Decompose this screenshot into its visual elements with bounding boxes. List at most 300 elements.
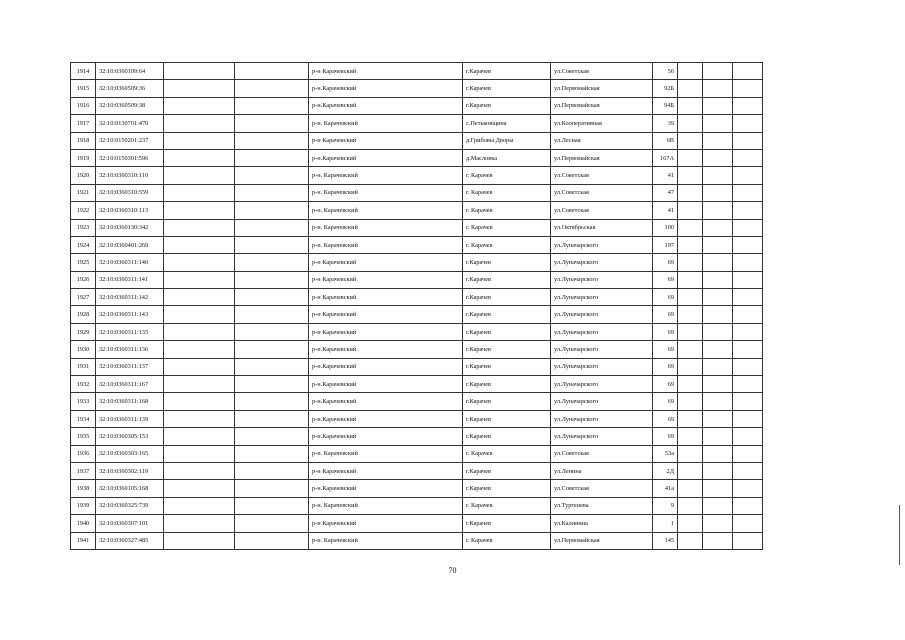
district-cell: р-н.Карачевский [309,393,463,410]
blank-cell-cell [164,289,235,306]
table-row [71,306,763,323]
blank-cell-cell [678,358,703,375]
blank-cell-cell [733,341,763,358]
cadastral-number-cell: 32:10:0150201:237 [96,132,164,149]
cadastral-number-cell: 32:10:0360311:136 [96,341,164,358]
blank-cell-cell [733,63,763,80]
street-cell: ул.Советская [551,480,653,497]
blank-cell-cell [678,515,703,532]
district-cell: р-н. Карачевский [309,236,463,253]
district-cell: р-н. Карачевский [309,497,463,514]
street-cell: ул.Ленина [551,462,653,479]
cadastral-number-cell: 32:10:0360311:167 [96,376,164,393]
blank-cell-cell [235,63,309,80]
house-number-cell: 69 [653,254,678,271]
blank-cell-cell [733,115,763,132]
settlement-cell: г.Карачев [463,63,551,80]
settlement-cell: г.Карачев [463,515,551,532]
row-number-cell: 1919 [71,149,96,166]
blank-cell-cell [678,115,703,132]
blank-cell-cell [164,497,235,514]
house-number-cell: 56 [653,63,678,80]
blank-cell-cell [678,184,703,201]
registry-table-body [71,63,763,550]
cadastral-number-cell: 32:10:0360311:137 [96,358,164,375]
house-number-cell: 69 [653,323,678,340]
blank-cell-cell [235,515,309,532]
blank-cell-cell [733,132,763,149]
table-row [71,480,763,497]
blank-cell-cell [678,132,703,149]
cadastral-number-cell: 32:10:0360401:269 [96,236,164,253]
blank-cell-cell [733,306,763,323]
row-number-cell: 1933 [71,393,96,410]
house-number-cell: 6В [653,132,678,149]
cadastral-number-cell: 32:10:0360305:153 [96,428,164,445]
settlement-cell: г.Карачев [463,393,551,410]
row-number-cell: 1934 [71,410,96,427]
row-number-cell: 1940 [71,515,96,532]
blank-cell-cell [703,497,733,514]
settlement-cell: г.Карачев [463,254,551,271]
blank-cell-cell [733,219,763,236]
cadastral-number-cell: 32:10:0360311:141 [96,271,164,288]
table-row [71,289,763,306]
blank-cell-cell [733,410,763,427]
blank-cell-cell [235,376,309,393]
blank-cell-cell [678,323,703,340]
street-cell: ул.Луначарского [551,376,653,393]
blank-cell-cell [703,376,733,393]
row-number-cell: 1920 [71,167,96,184]
house-number-cell: 69 [653,376,678,393]
blank-cell-cell [678,462,703,479]
blank-cell-cell [164,428,235,445]
house-number-cell: 145 [653,532,678,549]
blank-cell-cell [164,445,235,462]
row-number-cell: 1916 [71,97,96,114]
house-number-cell: 69 [653,410,678,427]
table-row [71,167,763,184]
house-number-cell: 100 [653,219,678,236]
blank-cell-cell [164,515,235,532]
blank-cell-cell [235,358,309,375]
row-number-cell: 1928 [71,306,96,323]
house-number-cell: 92Б [653,80,678,97]
blank-cell-cell [678,341,703,358]
street-cell: ул.Луначарского [551,236,653,253]
settlement-cell: г. Карачев [463,167,551,184]
blank-cell-cell [703,323,733,340]
blank-cell-cell [164,532,235,549]
settlement-cell: г.Карачев [463,462,551,479]
settlement-cell: г.Карачев [463,480,551,497]
blank-cell-cell [678,236,703,253]
blank-cell-cell [235,132,309,149]
blank-cell-cell [703,167,733,184]
row-number-cell: 1925 [71,254,96,271]
settlement-cell: г.Карачев [463,323,551,340]
cadastral-number-cell: 32:10:0360130:342 [96,219,164,236]
street-cell: ул.Октябрьская [551,219,653,236]
street-cell: ул.Луначарского [551,410,653,427]
district-cell: р-н. Карачевский [309,202,463,219]
blank-cell-cell [703,80,733,97]
blank-cell-cell [678,97,703,114]
settlement-cell: г.Карачев [463,289,551,306]
blank-cell-cell [164,80,235,97]
blank-cell-cell [235,254,309,271]
blank-cell-cell [733,202,763,219]
blank-cell-cell [164,358,235,375]
settlement-cell: г. Карачев [463,184,551,201]
blank-cell-cell [235,167,309,184]
cadastral-number-cell: 32:10:0130701:470 [96,115,164,132]
cadastral-number-cell: 32:10:0150301:596 [96,149,164,166]
cadastral-number-cell: 32:10:0360310:113 [96,202,164,219]
table-row [71,393,763,410]
street-cell: ул.Лесная [551,132,653,149]
blank-cell-cell [678,532,703,549]
cadastral-number-cell: 32:10:0360307:101 [96,515,164,532]
blank-cell-cell [733,445,763,462]
blank-cell-cell [164,306,235,323]
blank-cell-cell [235,497,309,514]
row-number-cell: 1935 [71,428,96,445]
blank-cell-cell [235,97,309,114]
district-cell: р-н.Карачевский [309,376,463,393]
blank-cell-cell [703,445,733,462]
blank-cell-cell [678,219,703,236]
cadastral-number-cell: 32:10:0360105:168 [96,480,164,497]
table-row [71,254,763,271]
settlement-cell: г. Карачев [463,236,551,253]
street-cell: ул.Кооперативная [551,115,653,132]
row-number-cell: 1914 [71,63,96,80]
blank-cell-cell [678,271,703,288]
blank-cell-cell [703,480,733,497]
house-number-cell: 69 [653,341,678,358]
table-row [71,445,763,462]
blank-cell-cell [164,393,235,410]
row-number-cell: 1921 [71,184,96,201]
blank-cell-cell [703,532,733,549]
settlement-cell: г.Карачев [463,428,551,445]
district-cell: р-н.Карачевский [309,97,463,114]
blank-cell-cell [235,532,309,549]
row-number-cell: 1917 [71,115,96,132]
row-number-cell: 1938 [71,480,96,497]
street-cell: ул.Луначарского [551,428,653,445]
blank-cell-cell [703,393,733,410]
district-cell: р-н. Карачевский [309,167,463,184]
house-number-cell: 69 [653,358,678,375]
blank-cell-cell [733,515,763,532]
street-cell: ул.Первомайская [551,149,653,166]
house-number-cell: 94Б [653,97,678,114]
row-number-cell: 1939 [71,497,96,514]
table-row [71,532,763,549]
row-number-cell: 1918 [71,132,96,149]
house-number-cell: 69 [653,289,678,306]
settlement-cell: г. Карачев [463,445,551,462]
blank-cell-cell [733,358,763,375]
house-number-cell: 53а [653,445,678,462]
street-cell: ул.Луначарского [551,306,653,323]
blank-cell-cell [164,462,235,479]
blank-cell-cell [164,132,235,149]
blank-cell-cell [733,149,763,166]
blank-cell-cell [733,323,763,340]
cadastral-number-cell: 32:10:0360302:119 [96,462,164,479]
blank-cell-cell [164,184,235,201]
blank-cell-cell [235,115,309,132]
blank-cell-cell [703,341,733,358]
blank-cell-cell [164,115,235,132]
row-number-cell: 1927 [71,289,96,306]
blank-cell-cell [703,202,733,219]
district-cell: р-н.Карачевский [309,358,463,375]
street-cell: ул.Советская [551,445,653,462]
street-cell: ул.Луначарского [551,254,653,271]
blank-cell-cell [235,445,309,462]
table-row [71,271,763,288]
blank-cell-cell [235,202,309,219]
row-number-cell: 1926 [71,271,96,288]
blank-cell-cell [703,254,733,271]
blank-cell-cell [164,167,235,184]
blank-cell-cell [703,462,733,479]
table-row [71,376,763,393]
table-row [71,323,763,340]
district-cell: р-н. Карачевский [309,184,463,201]
cadastral-number-cell: 32:10:0360311:142 [96,289,164,306]
blank-cell-cell [678,63,703,80]
blank-cell-cell [235,480,309,497]
property-registry-table [70,62,763,550]
blank-cell-cell [703,115,733,132]
row-number-cell: 1924 [71,236,96,253]
settlement-cell: д.Масловка [463,149,551,166]
district-cell: р-н Карачевский [309,289,463,306]
cadastral-number-cell: 32:10:0360109:64 [96,63,164,80]
settlement-cell: с.Петьковщина [463,115,551,132]
row-number-cell: 1929 [71,323,96,340]
blank-cell-cell [235,306,309,323]
table-row [71,341,763,358]
settlement-cell: г. Карачев [463,497,551,514]
house-number-cell: 69 [653,271,678,288]
house-number-cell: 41 [653,202,678,219]
cadastral-number-cell: 32:10:0360310:559 [96,184,164,201]
house-number-cell: 167А [653,149,678,166]
table-row [71,358,763,375]
blank-cell-cell [733,428,763,445]
blank-cell-cell [235,428,309,445]
table-row [71,63,763,80]
district-cell: р-н Карачевский [309,323,463,340]
street-cell: ул.Первомайская [551,80,653,97]
street-cell: ул.Луначарского [551,323,653,340]
settlement-cell: г.Карачев [463,97,551,114]
house-number-cell: 39 [653,115,678,132]
blank-cell-cell [164,410,235,427]
table-row [71,97,763,114]
cadastral-number-cell: 32:10:0360303:165 [96,445,164,462]
house-number-cell: 69 [653,306,678,323]
blank-cell-cell [703,428,733,445]
blank-cell-cell [164,236,235,253]
blank-cell-cell [733,393,763,410]
row-number-cell: 1930 [71,341,96,358]
house-number-cell: 69 [653,393,678,410]
cadastral-number-cell: 32:10:0360509:38 [96,97,164,114]
row-number-cell: 1922 [71,202,96,219]
blank-cell-cell [703,219,733,236]
blank-cell-cell [164,271,235,288]
row-number-cell: 1936 [71,445,96,462]
blank-cell-cell [164,97,235,114]
blank-cell-cell [235,289,309,306]
table-row [71,515,763,532]
street-cell: ул.Первомайская [551,97,653,114]
scan-edge-line [899,505,900,565]
district-cell: р-н. Карачевский [309,115,463,132]
blank-cell-cell [164,376,235,393]
house-number-cell: 69 [653,428,678,445]
blank-cell-cell [703,289,733,306]
table-row [71,236,763,253]
blank-cell-cell [235,236,309,253]
blank-cell-cell [678,497,703,514]
blank-cell-cell [678,376,703,393]
street-cell: ул.Тургенева [551,497,653,514]
blank-cell-cell [678,428,703,445]
blank-cell-cell [164,480,235,497]
street-cell: ул.Советская [551,202,653,219]
blank-cell-cell [164,323,235,340]
cadastral-number-cell: 32:10:0360311:143 [96,306,164,323]
blank-cell-cell [235,393,309,410]
street-cell: ул.Первомайская [551,532,653,549]
blank-cell-cell [703,63,733,80]
street-cell: ул.Калинина [551,515,653,532]
page-number: 70 [448,566,457,575]
settlement-cell: г.Карачев [463,341,551,358]
table-row [71,202,763,219]
blank-cell-cell [733,532,763,549]
district-cell: р-н Карачевский [309,515,463,532]
blank-cell-cell [164,63,235,80]
district-cell: р-н. Карачевский [309,532,463,549]
settlement-cell: г.Карачев [463,358,551,375]
blank-cell-cell [733,271,763,288]
settlement-cell: г.Карачев [463,306,551,323]
blank-cell-cell [678,202,703,219]
blank-cell-cell [733,480,763,497]
settlement-cell: г.Карачев [463,271,551,288]
cadastral-number-cell: 32:10:0360311:139 [96,410,164,427]
district-cell: р-н. Карачевский [309,445,463,462]
settlement-cell: г. Карачев [463,219,551,236]
blank-cell-cell [703,515,733,532]
blank-cell-cell [733,167,763,184]
blank-cell-cell [733,254,763,271]
table-row [71,184,763,201]
table-row [71,410,763,427]
row-number-cell: 1915 [71,80,96,97]
district-cell: р-н.Карачевский [309,480,463,497]
blank-cell-cell [235,410,309,427]
cadastral-number-cell: 32:10:0360310:110 [96,167,164,184]
cadastral-number-cell: 32:10:0360325:739 [96,497,164,514]
table-row [71,497,763,514]
settlement-cell: г.Карачев [463,376,551,393]
blank-cell-cell [164,341,235,358]
blank-cell-cell [235,149,309,166]
blank-cell-cell [678,149,703,166]
cadastral-number-cell: 32:10:0360311:135 [96,323,164,340]
blank-cell-cell [164,254,235,271]
district-cell: р-н.Карачевский [309,149,463,166]
district-cell: р-н Карачевский [309,63,463,80]
row-number-cell: 1931 [71,358,96,375]
house-number-cell: 197 [653,236,678,253]
blank-cell-cell [164,219,235,236]
district-cell: р-н.Карачевский [309,80,463,97]
blank-cell-cell [678,393,703,410]
blank-cell-cell [235,341,309,358]
blank-cell-cell [678,167,703,184]
cadastral-number-cell: 32:10:0360311:168 [96,393,164,410]
blank-cell-cell [703,236,733,253]
table-row [71,428,763,445]
table-row [71,219,763,236]
district-cell: р-н Карачевский [309,132,463,149]
blank-cell-cell [703,97,733,114]
district-cell: р-н Карачевский [309,462,463,479]
blank-cell-cell [733,497,763,514]
settlement-cell: г. Карачев [463,202,551,219]
house-number-cell: 2Д [653,462,678,479]
street-cell: ул.Луначарского [551,358,653,375]
blank-cell-cell [703,184,733,201]
district-cell: р-н Карачевский [309,271,463,288]
blank-cell-cell [678,410,703,427]
table-row [71,115,763,132]
cadastral-number-cell: 32:10:0360311:140 [96,254,164,271]
settlement-cell: г.Карачев [463,80,551,97]
blank-cell-cell [235,323,309,340]
district-cell: р-н.Карачевский [309,428,463,445]
blank-cell-cell [733,184,763,201]
blank-cell-cell [733,289,763,306]
row-number-cell: 1941 [71,532,96,549]
blank-cell-cell [235,462,309,479]
street-cell: ул.Луначарского [551,271,653,288]
street-cell: ул.Луначарского [551,393,653,410]
street-cell: ул.Луначарского [551,289,653,306]
blank-cell-cell [678,254,703,271]
cadastral-number-cell: 32:10:0360509:36 [96,80,164,97]
blank-cell-cell [733,376,763,393]
district-cell: р-н.Карачевский [309,410,463,427]
blank-cell-cell [703,271,733,288]
row-number-cell: 1937 [71,462,96,479]
blank-cell-cell [235,184,309,201]
blank-cell-cell [235,80,309,97]
blank-cell-cell [235,219,309,236]
